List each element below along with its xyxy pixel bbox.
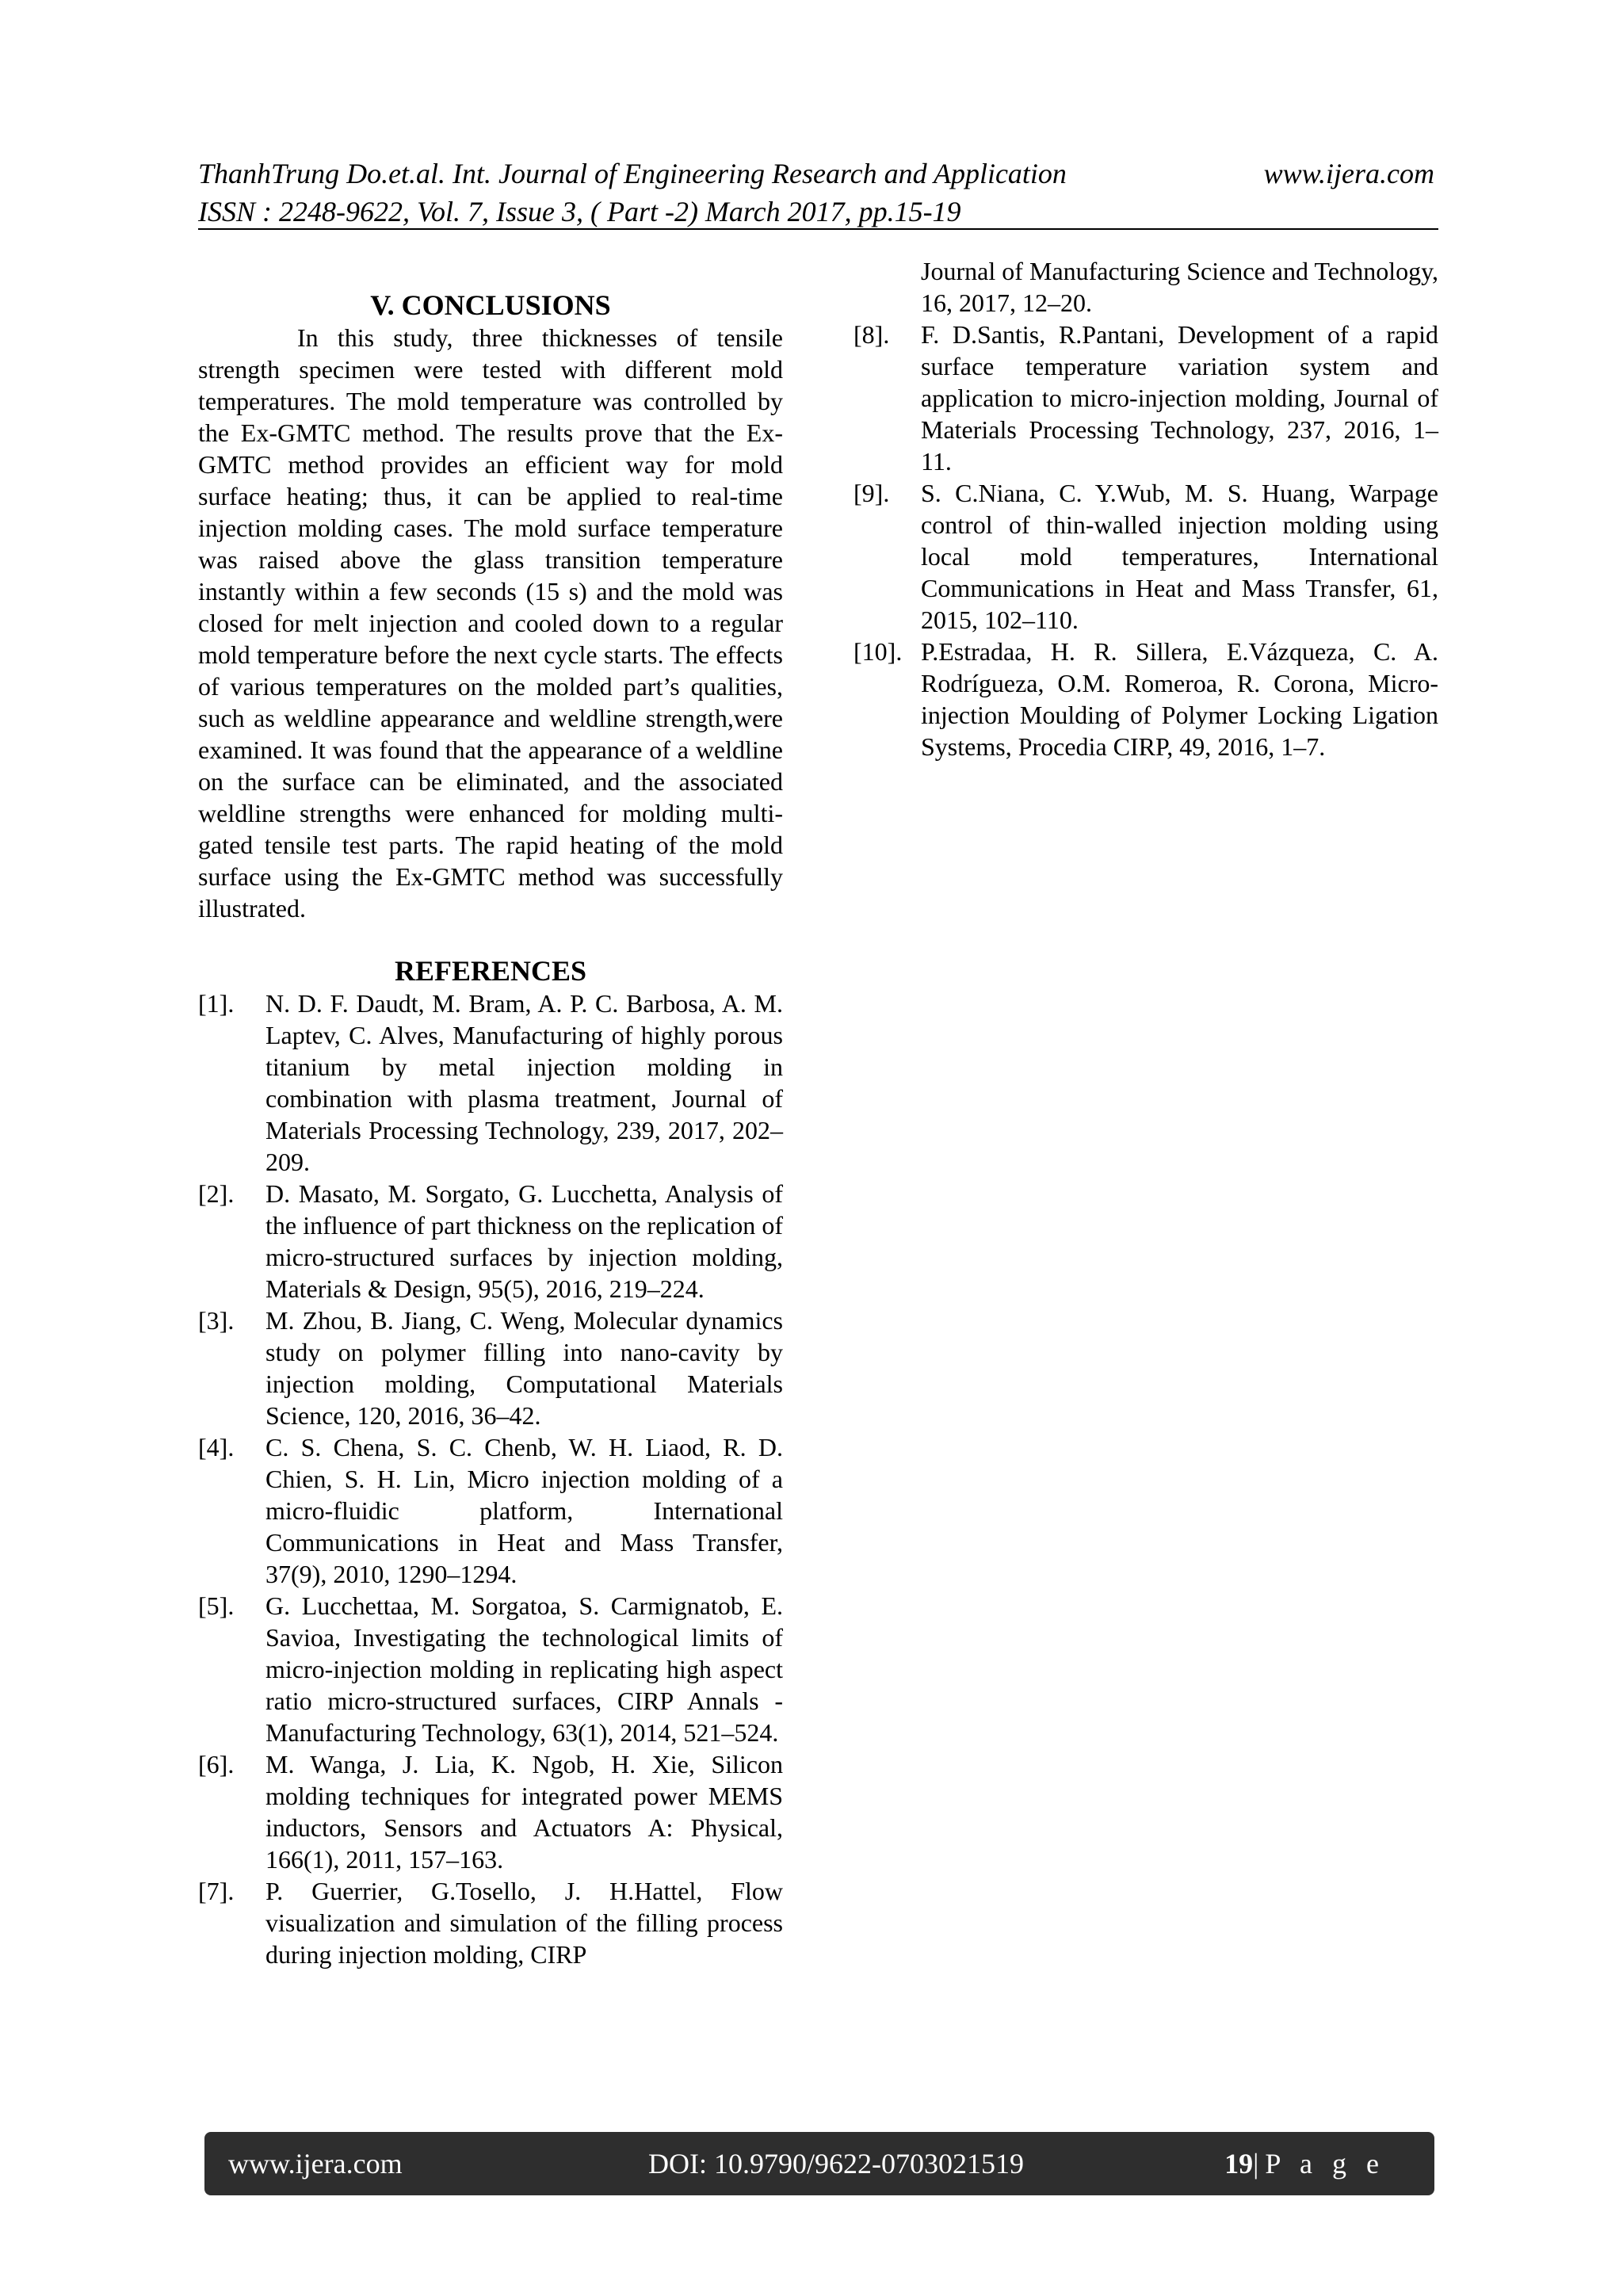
journal-title: ThanhTrung Do.et.al. Int. Journal of Engineering Research and Application [198, 158, 1067, 189]
conclusions-heading: V. CONCLUSIONS [370, 289, 611, 321]
reference-number: [4]. [198, 1433, 235, 1461]
right-column [854, 255, 1438, 762]
reference-text: F. D.Santis, R.Pantani, Development of a rapid surface temperature variation system and application to micro-injection molding, Journal of Materials Processing Technology, 237, 2016, 1–11. [921, 320, 1438, 476]
footer-page-label [1224, 2147, 1385, 2180]
left-column [198, 255, 783, 1970]
page-footer [204, 2132, 1434, 2195]
reference-number: [7]. [198, 1877, 235, 1905]
header-top-line [198, 155, 1434, 193]
header-rule [198, 228, 1438, 230]
reference-item [854, 319, 1438, 477]
reference-number: [5]. [198, 1591, 235, 1620]
reference-text: P.Estradaa, H. R. Sillera, E.Vázqueza, C. A. Rodrígueza, O.M. Romeroa, R. Corona, Micro-injection Moulding of Polymer Locking Ligation Systems, Procedia CIRP, 49, 2016, 1–7. [921, 637, 1438, 761]
reference-item [198, 1748, 783, 1875]
footer-website[interactable]: www.ijera.com [228, 2148, 403, 2179]
reference-number: [6]. [198, 1750, 235, 1778]
page-word: |P a g e [1253, 2148, 1385, 2179]
reference-text: C. S. Chena, S. C. Chenb, W. H. Liaod, R. D. Chien, S. H. Lin, Micro injection molding of a micro-fluidic platform, International Communications in Heat and Mass Transfer, 37(9), 2010, 1290–1294. [265, 1433, 783, 1588]
reference-text: M. Zhou, B. Jiang, C. Weng, Molecular dynamics study on polymer filling into nano-cavity by injection molding, Computational Materials Science, 120, 2016, 36–42. [265, 1306, 783, 1430]
references-heading: REFERENCES [394, 955, 587, 987]
reference-number: [3]. [198, 1306, 235, 1335]
reference-item [198, 1875, 783, 1970]
reference-text: N. D. F. Daudt, M. Bram, A. P. C. Barbosa, A. M. Laptev, C. Alves, Manufacturing of highly porous titanium by metal injection molding in combination with plasma treatment, Journal of Materials Processing Technology, 239, 2017, 202–209. [265, 989, 783, 1176]
running-header [198, 155, 1434, 231]
journal-website[interactable]: www.ijera.com [1263, 158, 1434, 189]
conclusions-paragraph: In this study, three thicknesses of tensile strength specimen were tested with different mold temperatures. The mold temperature was controlled by the Ex-GMTC method. The results prove that the Ex-GMTC method provides an efficient way for mold surface heating; thus, it can be applied to real-time injection molding cases. The mold surface temperature was raised above the glass transition temperature instantly within a few seconds (15 s) and the mold was closed for melt injection and cooled down to a regular mold temperature before the next cycle starts. The effects of various temperatures on the molded part’s qualities, such as weldline appearance and weldline strength,were examined. It was found that the appearance of a weldline on the surface can be eliminated, and the associated weldline strengths were enhanced for molding multi-gated tensile test parts. The rapid heating of the mold surface using the Ex-GMTC method was successfully illustrated. [198, 323, 783, 923]
issn-line: ISSN : 2248-9622, Vol. 7, Issue 3, ( Part -2) March 2017, pp.15-19 [198, 196, 961, 227]
reference-item [198, 1178, 783, 1305]
reference-item [198, 1431, 783, 1590]
reference-number: [10]. [854, 637, 903, 666]
reference-text: G. Lucchettaa, M. Sorgatoa, S. Carmignatob, E. Savioa, Investigating the technological limits of micro-injection molding in replicating high aspect ratio micro-structured surfaces, CIRP Annals - Manufacturing Technology, 63(1), 2014, 521–524. [265, 1591, 783, 1747]
reference-text: P. Guerrier, G.Tosello, J. H.Hattel, Flow visualization and simulation of the filling process during injection molding, CIRP [265, 1877, 783, 1969]
reference-number: [1]. [198, 989, 235, 1018]
reference-text: S. C.Niana, C. Y.Wub, M. S. Huang, Warpage control of thin-walled injection molding using local mold temperatures, International Communications in Heat and Mass Transfer, 61, 2015, 102–110. [921, 479, 1438, 634]
reference-text: D. Masato, M. Sorgato, G. Lucchetta, Analysis of the influence of part thickness on the replication of micro-structured surfaces by injection molding, Materials & Design, 95(5), 2016, 219–224. [265, 1179, 783, 1303]
reference-item [198, 988, 783, 1178]
reference-number: [2]. [198, 1179, 235, 1208]
reference-item [854, 477, 1438, 636]
footer-doi: DOI: 10.9790/9622-0703021519 [648, 2148, 1024, 2179]
reference-number: [9]. [854, 479, 890, 507]
reference-continuation: Journal of Manufacturing Science and Technology, 16, 2017, 12–20. [921, 257, 1438, 317]
reference-number: [8]. [854, 320, 890, 349]
reference-item [854, 636, 1438, 762]
page-number: 19 [1224, 2148, 1254, 2179]
reference-item [198, 1305, 783, 1431]
reference-text: M. Wanga, J. Lia, K. Ngob, H. Xie, Silicon molding techniques for integrated power MEMS inductors, Sensors and Actuators A: Physical, 166(1), 2011, 157–163. [265, 1750, 783, 1874]
reference-item [198, 1590, 783, 1748]
